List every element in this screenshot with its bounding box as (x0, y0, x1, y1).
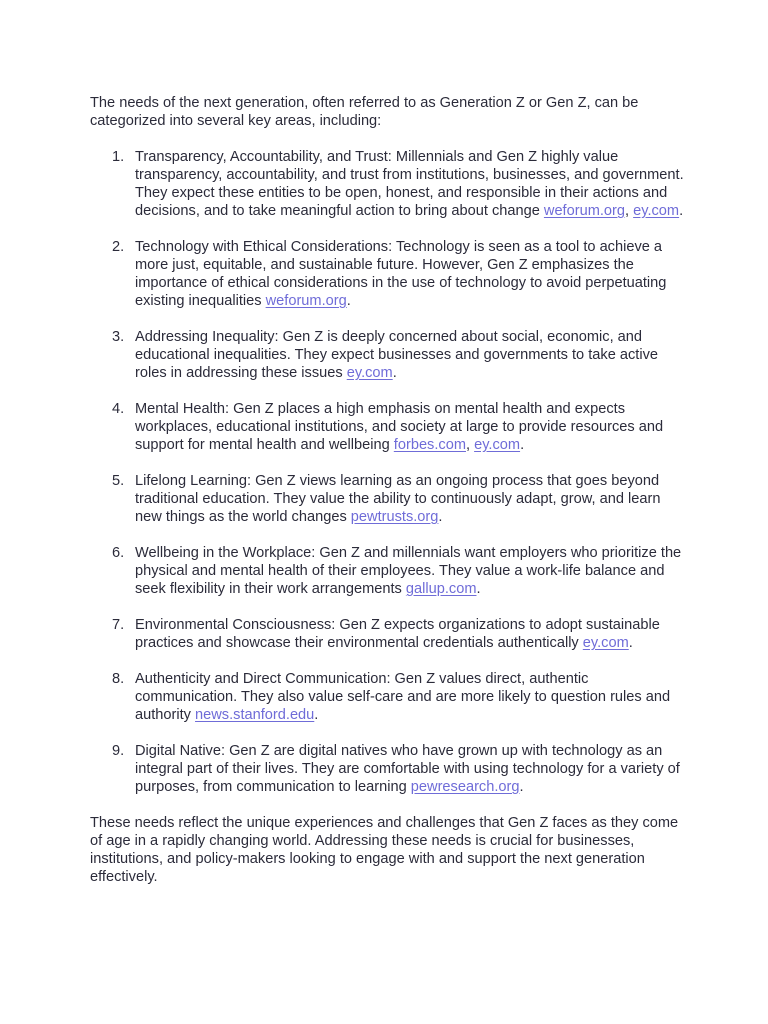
source-link-gallup[interactable]: gallup.com (405, 581, 477, 597)
source-link-ey[interactable]: ey.com (582, 635, 629, 651)
item-text: Wellbeing in the Workplace: Gen Z and millennials want employers who prioritize the physical and mental health of their employees. They value a work-life balance and seek flexibility in their work arrangements (135, 545, 682, 597)
item-number: 1. (112, 149, 125, 165)
document-page (90, 94, 690, 886)
source-link-forbes[interactable]: forbes.com (393, 437, 466, 453)
item-text: Addressing Inequality: Gen Z is deeply concerned about social, economic, and educational inequalities. They expect businesses and governments to take active roles in addressing these issues (135, 329, 658, 381)
list-item-4: 4. Mental Health: Gen Z places a high emphasis on mental health and expects workplaces, educational institutions, and society at large to provide resources and support for mental health and wellbeing forbes.com, ey.com. (112, 401, 664, 453)
item-number: 4. (112, 401, 125, 417)
item-text: Transparency, Accountability, and Trust: Millennials and Gen Z highly value transparency, accountability, and trust from institutions, businesses, and government. They expect these entities to be open, honest, and responsible in their actions and decisions, and to take meaningful action to bring about change (135, 149, 684, 219)
item-text: Environmental Consciousness: Gen Z expects organizations to adopt sustainable practices and showcase their environmental credentials authentically (135, 617, 660, 651)
item-number: 6. (112, 545, 125, 561)
list-item-9: 9. Digital Native: Gen Z are digital natives who have grown up with technology as an integral part of their lives. They are comfortable with using technology for a variety of purposes, from communication to learning pewresearch.org. (112, 743, 680, 795)
list-item-6: 6. Wellbeing in the Workplace: Gen Z and millennials want employers who prioritize the physical and mental health of their employees. They value a work-life balance and seek flexibility in their work arrangements gallup.com. (112, 545, 682, 597)
source-link-stanford[interactable]: news.stanford.edu (195, 707, 315, 723)
item-text: Technology with Ethical Considerations: Technology is seen as a tool to achieve a more just, equitable, and sustainable future. However, Gen Z emphasizes the importance of ethical considerations in the use of technology to avoid perpetuating existing inequalities (135, 239, 667, 309)
list-item-2: 2. Technology with Ethical Considerations: Technology is seen as a tool to achieve a more just, equitable, and sustainable future. However, Gen Z emphasizes the importance of ethical considerations in the use of technology to avoid perpetuating existing inequalities weforum.org. (112, 239, 667, 309)
source-link-ey[interactable]: ey.com (474, 437, 521, 453)
item-number: 5. (112, 473, 125, 489)
item-number: 8. (112, 671, 125, 687)
conclusion-paragraph: These needs reflect the unique experiences and challenges that Gen Z faces as they come of age in a rapidly changing world. Addressing these needs is crucial for businesses, institutions, and policy-makers looking to engage with and support the next generation effectively. (90, 815, 679, 885)
source-link-ey[interactable]: ey.com (346, 365, 393, 381)
list-item-3: 3. Addressing Inequality: Gen Z is deeply concerned about social, economic, and educational inequalities. They expect businesses and governments to take active roles in addressing these issues ey.com. (112, 329, 658, 381)
source-link-pewresearch[interactable]: pewresearch.org (410, 779, 520, 795)
item-number: 7. (112, 617, 125, 633)
item-text: Mental Health: Gen Z places a high emphasis on mental health and expects workplaces, educational institutions, and society at large to provide resources and support for mental health and wellbeing (135, 401, 664, 453)
list-item-8: 8. Authenticity and Direct Communication: Gen Z values direct, authentic communication. They also value self-care and are more likely to question rules and authority news.stanford.edu. (112, 671, 671, 723)
source-link-pewtrusts[interactable]: pewtrusts.org (350, 509, 439, 525)
item-text: Digital Native: Gen Z are digital natives who have grown up with technology as an integral part of their lives. They are comfortable with using technology for a variety of purposes, from communication to learning (135, 743, 680, 795)
intro-paragraph: The needs of the next generation, often referred to as Generation Z or Gen Z, can be categorized into several key areas, including: (90, 95, 639, 129)
source-link-weforum[interactable]: weforum.org (543, 203, 626, 219)
item-text: Authenticity and Direct Communication: Gen Z values direct, authentic communication. They also value self-care and are more likely to question rules and authority (135, 671, 671, 723)
needs-list (90, 148, 690, 796)
list-item-5: 5. Lifelong Learning: Gen Z views learning as an ongoing process that goes beyond traditional education. They value the ability to continuously adapt, grow, and learn new things as the world changes pewtrusts.org. (112, 473, 661, 525)
source-link-weforum[interactable]: weforum.org (265, 293, 347, 309)
item-number: 2. (112, 239, 125, 255)
source-link-ey[interactable]: ey.com (633, 203, 680, 219)
list-item-7: 7. Environmental Consciousness: Gen Z expects organizations to adopt sustainable practices and showcase their environmental credentials authentically ey.com. (112, 617, 660, 651)
list-item-1: 1. Transparency, Accountability, and Trust: Millennials and Gen Z highly value transparency, accountability, and trust from institutions, businesses, and government. They expect these entities to be open, honest, and responsible in their actions and decisions, and to take meaningful action to bring about change weforum.org, ey.com. (112, 149, 684, 219)
item-number: 9. (112, 743, 125, 759)
item-text: Lifelong Learning: Gen Z views learning as an ongoing process that goes beyond traditional education. They value the ability to continuously adapt, grow, and learn new things as the world changes (135, 473, 661, 525)
item-number: 3. (112, 329, 125, 345)
